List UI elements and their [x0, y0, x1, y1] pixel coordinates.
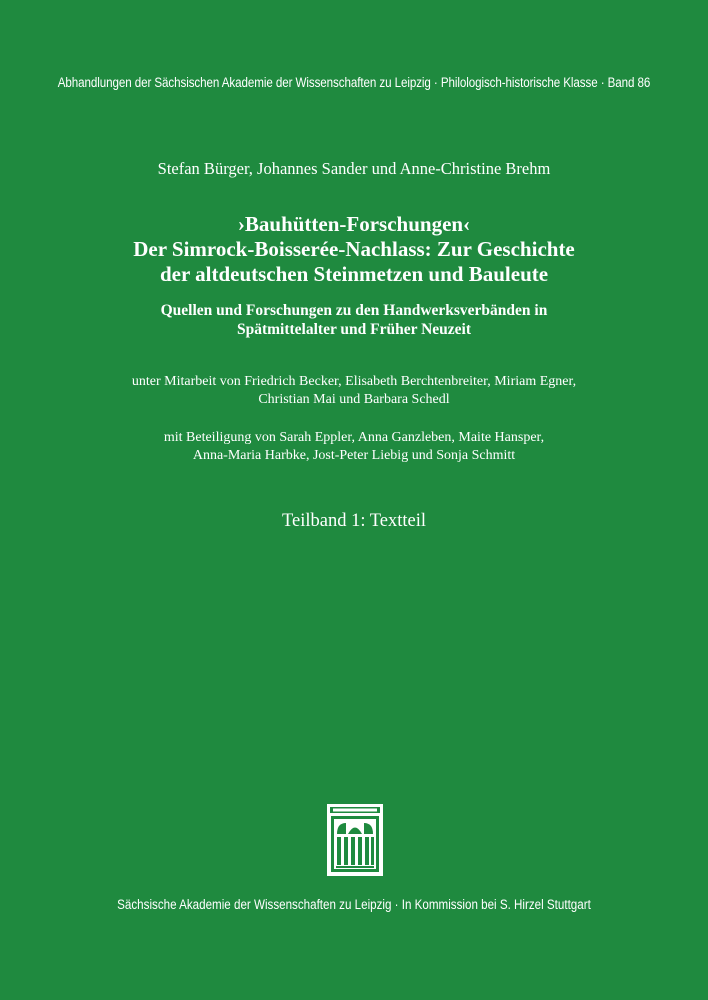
participants-line-1: mit Beteiligung von Sarah Eppler, Anna Ganzleben, Maite Hansper, — [163, 430, 545, 445]
academy-building-icon — [327, 804, 383, 876]
title-line-1: ›Bauhütten-Forschungen‹ — [237, 212, 471, 236]
participants-line-2: Anna-Maria Harbke, Jost-Peter Liebig und Sonja Schmitt — [192, 448, 516, 463]
collaborators-line-2: Christian Mai und Barbara Schedl — [258, 392, 450, 407]
volume-part: Teilband 1: Textteil — [281, 511, 426, 531]
title-line-3: der altdeutschen Steinmetzen und Bauleute — [159, 262, 549, 286]
subtitle-line-1: Quellen und Forschungen zu den Handwerksverbänden in — [160, 302, 548, 319]
publisher-imprint: Sächsische Akademie der Wissenschaften zu Leipzig · In Kommission bei S. Hirzel Stuttgart — [117, 897, 591, 912]
collaborators — [0, 373, 708, 409]
book-subtitle — [0, 301, 708, 339]
subtitle-line-2: Spätmittelalter und Früher Neuzeit — [236, 321, 472, 338]
participants — [0, 429, 708, 465]
collaborators-line-1: unter Mitarbeit von Friedrich Becker, Elisabeth Berchtenbreiter, Miriam Egner, — [131, 374, 577, 389]
book-title — [0, 212, 708, 287]
title-line-2: Der Simrock-Boisserée-Nachlass: Zur Geschichte — [133, 237, 575, 261]
series-title: Abhandlungen der Sächsischen Akademie der Wissenschaften zu Leipzig · Philologisch-historische Klasse · Band 86 — [57, 75, 651, 90]
authors: Stefan Bürger, Johannes Sander und Anne-Christine Brehm — [157, 159, 551, 178]
